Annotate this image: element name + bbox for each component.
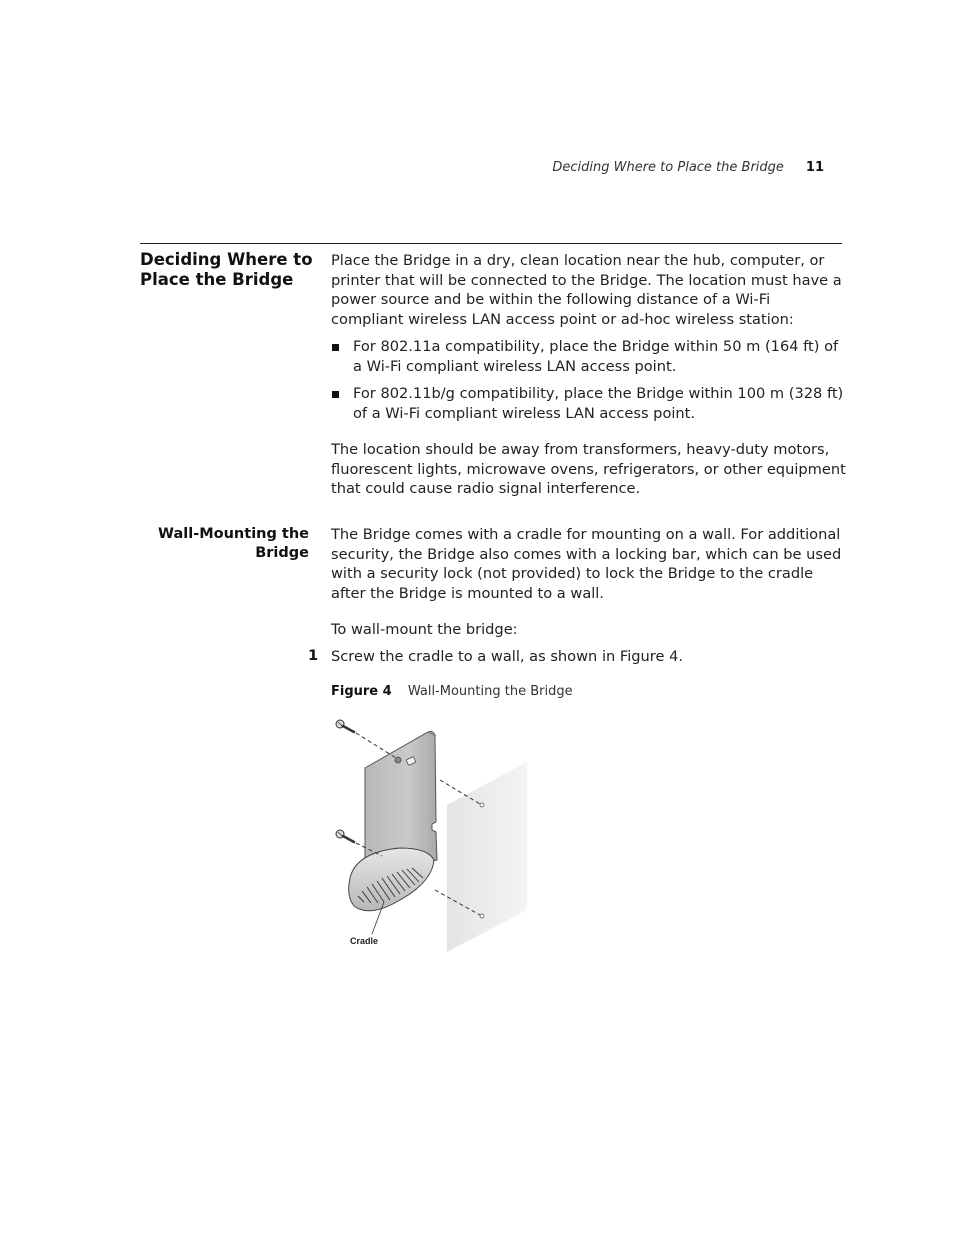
- square-bullet-icon: [332, 391, 339, 398]
- bullet-item: [331, 337, 846, 376]
- screw-hole: [395, 757, 401, 763]
- square-bullet-icon: [332, 344, 339, 351]
- step-text: Screw the cradle to a wall, as shown in Figure 4.: [331, 648, 684, 665]
- wall-anchor-hole: [480, 803, 484, 807]
- section-heading-placement: Deciding Where to Place the Bridge: [140, 250, 313, 289]
- cradle-base: [349, 848, 434, 911]
- section-divider: [140, 243, 842, 244]
- screw-icon: [336, 720, 354, 732]
- figure-label: Figure 4: [331, 684, 392, 699]
- wall-mount-intro-paragraph: The Bridge comes with a cradle for mounting on a wall. For additional security, the Bridge also comes with a locking bar, which can be used with a security lock (not provided) to lock the Bridge to the cradle after the Bridge is mounted to a wall.: [331, 526, 842, 602]
- screw-icon: [336, 830, 354, 842]
- section-heading-wall-mounting: Wall-Mounting the Bridge: [158, 526, 309, 561]
- wall-panel: [447, 762, 527, 952]
- wall-mount-illustration: [320, 710, 540, 955]
- procedure-lead-in: To wall-mount the bridge:: [331, 621, 518, 638]
- figure-caption: [331, 684, 573, 699]
- bullet-item: [331, 384, 846, 423]
- figure-callout-cradle: Cradle: [350, 936, 379, 946]
- interference-paragraph: The location should be away from transformers, heavy-duty motors, fluorescent lights, microwave ovens, refrigerators, or other equipment that could cause radio signal interference.: [331, 441, 846, 498]
- running-header: [552, 160, 824, 175]
- figure-title: Wall-Mounting the Bridge: [407, 684, 573, 699]
- bullet-text: For 802.11a compatibility, place the Bridge within 50 m (164 ft) of a Wi-Fi compliant wireless LAN access point.: [353, 338, 839, 375]
- page-number: 11: [805, 160, 824, 175]
- running-title: Deciding Where to Place the Bridge: [552, 160, 784, 175]
- step-number: 1: [308, 647, 319, 664]
- bullet-text: For 802.11b/g compatibility, place the Bridge within 100 m (328 ft) of a Wi-Fi compliant wireless LAN access point.: [353, 385, 844, 422]
- distance-bullet-list: [331, 337, 846, 431]
- placement-intro-paragraph: Place the Bridge in a dry, clean location near the hub, computer, or printer that will be connected to the Bridge. The location must have a power source and be within the following distance of a Wi-Fi compliant wireless LAN access point or ad-hoc wireless station:: [331, 252, 842, 328]
- wall-anchor-hole: [480, 914, 484, 918]
